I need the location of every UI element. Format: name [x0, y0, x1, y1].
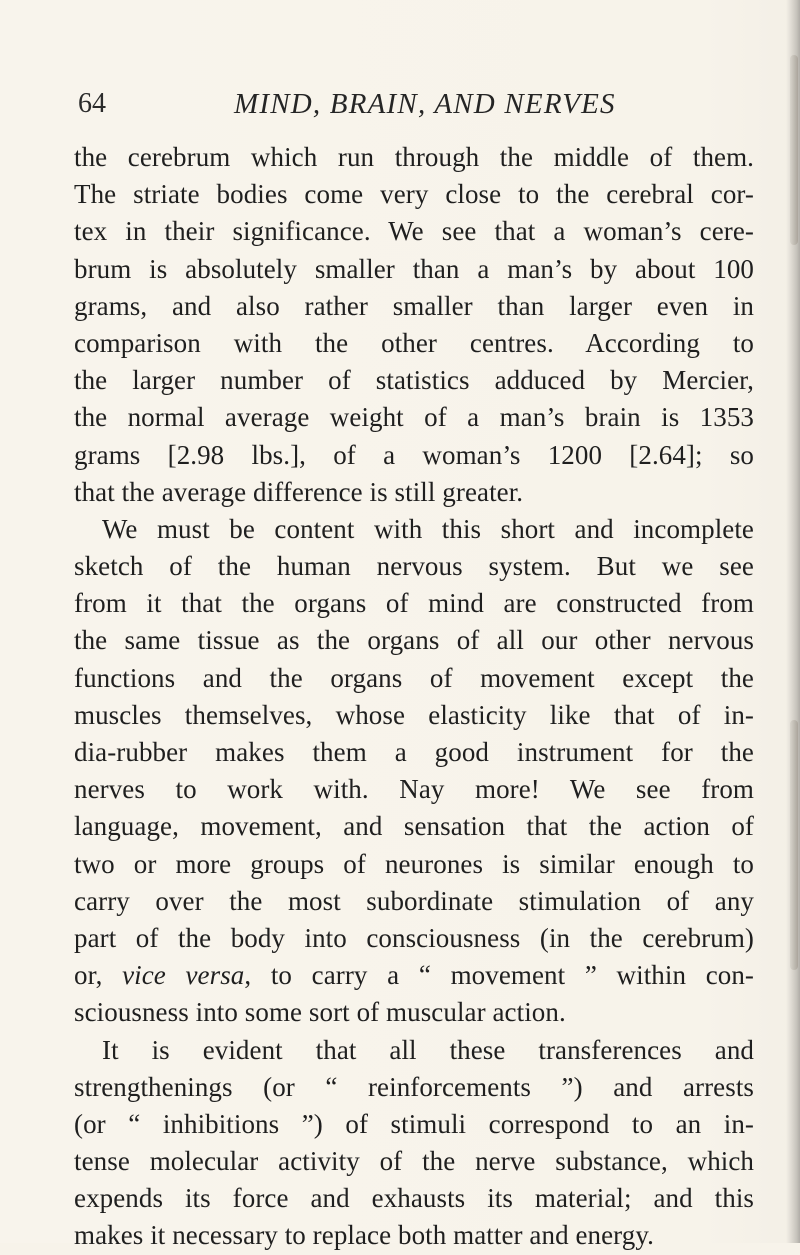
- text-line: sciousness into some sort of muscular action.: [74, 997, 566, 1028]
- text-line: dia-rubber makes them a good instrument for the: [74, 737, 754, 767]
- paragraph-1: [74, 139, 754, 511]
- text-line: (or “ inhibitions ”) of stimuli correspond to an in-: [74, 1108, 754, 1139]
- running-title: MIND, BRAIN, AND NERVES: [234, 88, 616, 120]
- body-text: [74, 139, 754, 1255]
- paragraph-2: [74, 511, 754, 1032]
- text-line-with-italic: [74, 957, 754, 994]
- text-line: two or more groups of neurones is similar enough to: [74, 848, 754, 879]
- text-fragment: or,: [74, 960, 123, 991]
- text-line: tex in their significance. We see that a woman’s cere-: [74, 216, 754, 247]
- text-line: expends its force and exhausts its material; and this: [74, 1183, 754, 1214]
- italic-phrase: vice versa: [122, 960, 245, 991]
- text-line: tense molecular activity of the nerve substance, which: [74, 1146, 754, 1177]
- text-line: language, movement, and sensation that the action of: [74, 811, 754, 842]
- text-line: comparison with the other centres. According to: [74, 327, 754, 358]
- page-header: [74, 90, 754, 122]
- text-line: brum is absolutely smaller than a man’s by about 100: [74, 253, 754, 284]
- text-line: grams, and also rather smaller than larger even in: [74, 290, 754, 321]
- text-line: the cerebrum which run through the middle of them.: [74, 142, 754, 172]
- page-number: 64: [78, 88, 106, 119]
- text-line: strengthenings (or “ reinforcements ”) and arrests: [74, 1071, 754, 1102]
- page-edge-mark: [790, 55, 798, 245]
- text-line: that the average difference is still greater.: [74, 476, 524, 507]
- text-line: It is evident that all these transferences and: [102, 1034, 754, 1065]
- text-line: functions and the organs of movement except the: [74, 662, 754, 693]
- text-line: part of the body into consciousness (in the cerebrum): [74, 922, 754, 953]
- text-line: the same tissue as the organs of all our other nervous: [74, 625, 754, 656]
- text-line: the normal average weight of a man’s brain is 1353: [74, 402, 754, 433]
- paragraph-3: [74, 1032, 754, 1255]
- text-line: We must be content with this short and incomplete: [102, 513, 754, 544]
- text-line: sketch of the human nervous system. But we see: [74, 551, 754, 582]
- text-line: from it that the organs of mind are constructed from: [74, 588, 754, 619]
- text-line: muscles themselves, whose elasticity like that of in-: [74, 699, 754, 730]
- text-line: grams [2.98 lbs.], of a woman’s 1200 [2.64]; so: [74, 439, 754, 470]
- text-line: The striate bodies come very close to the cerebral cor-: [74, 179, 754, 210]
- page-edge-mark: [790, 720, 798, 970]
- text-line: the larger number of statistics adduced by Mercier,: [74, 365, 754, 396]
- text-fragment: , to carry a “ movement ” within con-: [244, 960, 754, 991]
- text-line: nerves to work with. Nay more! We see from: [74, 774, 754, 805]
- text-line: carry over the most subordinate stimulation of any: [74, 885, 754, 916]
- text-line: makes it necessary to replace both matter and energy.: [74, 1220, 655, 1251]
